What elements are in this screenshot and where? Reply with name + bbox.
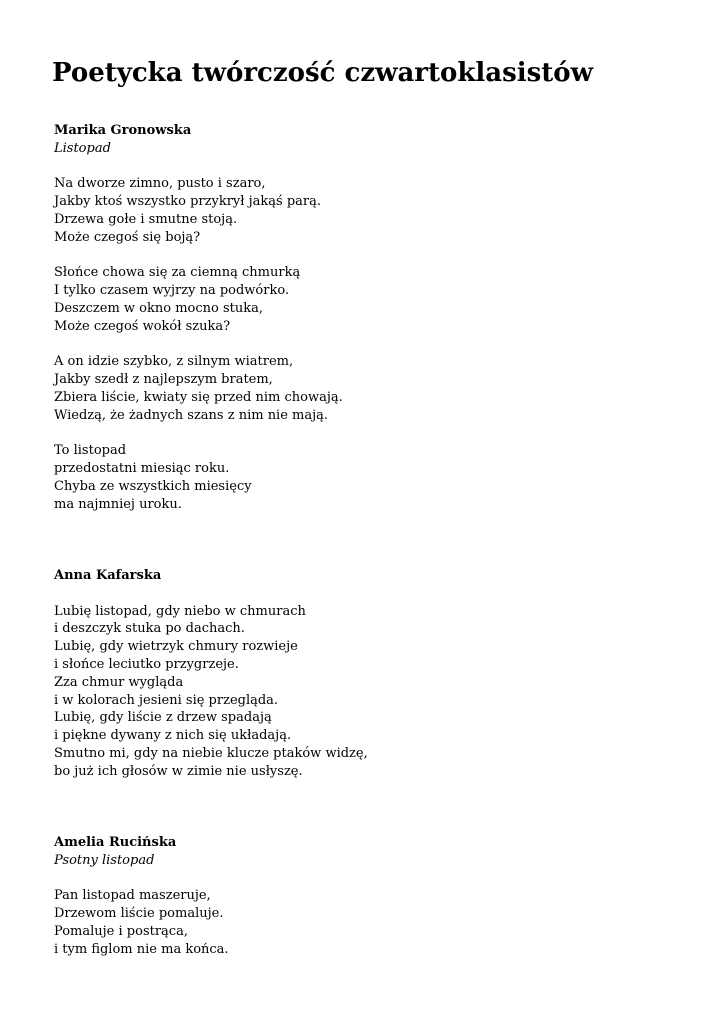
stanza bbox=[54, 175, 343, 246]
poem-marika-gronowska bbox=[54, 122, 343, 514]
poem-author: Amelia Rucińska bbox=[54, 835, 177, 850]
poem-line: Chyba ze wszystkich miesięcy bbox=[54, 478, 252, 494]
poem-line: Wiedzą, że żadnych szans z nim nie mają. bbox=[54, 407, 329, 423]
poem-line: Drzewa gołe i smutne stoją. bbox=[54, 211, 238, 227]
poem-line: bo już ich głosów w zimie nie usłyszę. bbox=[54, 763, 303, 779]
poem-line: Może czegoś się boją? bbox=[54, 229, 201, 245]
poem-line: i piękne dywany z nich się układają. bbox=[54, 728, 292, 744]
poem-line: przedostatni miesiąc roku. bbox=[54, 461, 230, 477]
stanza bbox=[54, 442, 343, 513]
poem-line: Lubię, gdy wietrzyk chmury rozwieje bbox=[54, 639, 298, 655]
poem-line: Deszczem w okno mocno stuka, bbox=[54, 300, 264, 316]
stanza bbox=[54, 603, 368, 781]
poem-line: To listopad bbox=[54, 443, 127, 459]
poem-line: A on idzie szybko, z silnym wiatrem, bbox=[54, 354, 294, 370]
poem-line: Pan listopad maszeruje, bbox=[54, 888, 211, 904]
stanza bbox=[54, 264, 343, 335]
document-title: Poetycka twórczość czwartoklasistów bbox=[52, 58, 593, 88]
poem-line: ma najmniej uroku. bbox=[54, 496, 182, 512]
poem-line: Pomaluje i postrąca, bbox=[54, 923, 188, 939]
poem-title: Listopad bbox=[54, 140, 111, 156]
poem-line: i w kolorach jesieni się przegląda. bbox=[54, 692, 279, 708]
poem-line: Lubię listopad, gdy niebo w chmurach bbox=[54, 603, 306, 619]
poem-author: Anna Kafarska bbox=[54, 568, 162, 583]
poem-line: Smutno mi, gdy na niebie klucze ptaków widzę, bbox=[54, 745, 368, 761]
poem-line: i deszczyk stuka po dachach. bbox=[54, 621, 245, 637]
poem-amelia-rucinska bbox=[54, 834, 229, 959]
poem-line: Zza chmur wygląda bbox=[54, 674, 184, 690]
poem-line: Zbiera liście, kwiaty się przed nim chowają. bbox=[54, 389, 343, 405]
poem-line: i tym figlom nie ma końca. bbox=[54, 941, 229, 957]
stanza bbox=[54, 353, 343, 424]
poem-author: Marika Gronowska bbox=[54, 123, 192, 138]
poem-line: I tylko czasem wyjrzy na podwórko. bbox=[54, 283, 290, 299]
poem-line: Słońce chowa się za ciemną chmurką bbox=[54, 265, 301, 281]
poem-line: Jakby ktoś wszystko przykrył jakąś parą. bbox=[54, 194, 321, 210]
stanza bbox=[54, 887, 229, 958]
poem-line: Drzewom liście pomaluje. bbox=[54, 906, 224, 922]
poem-line: Jakby szedł z najlepszym bratem, bbox=[54, 372, 273, 388]
poem-line: Na dworze zimno, pusto i szaro, bbox=[54, 176, 266, 192]
poem-line: Może czegoś wokół szuka? bbox=[54, 318, 231, 334]
poem-line: i słońce leciutko przygrzeje. bbox=[54, 656, 239, 672]
poem-anna-kafarska bbox=[54, 567, 368, 781]
poem-title: Psotny listopad bbox=[54, 852, 155, 868]
poem-line: Lubię, gdy liście z drzew spadają bbox=[54, 710, 272, 726]
